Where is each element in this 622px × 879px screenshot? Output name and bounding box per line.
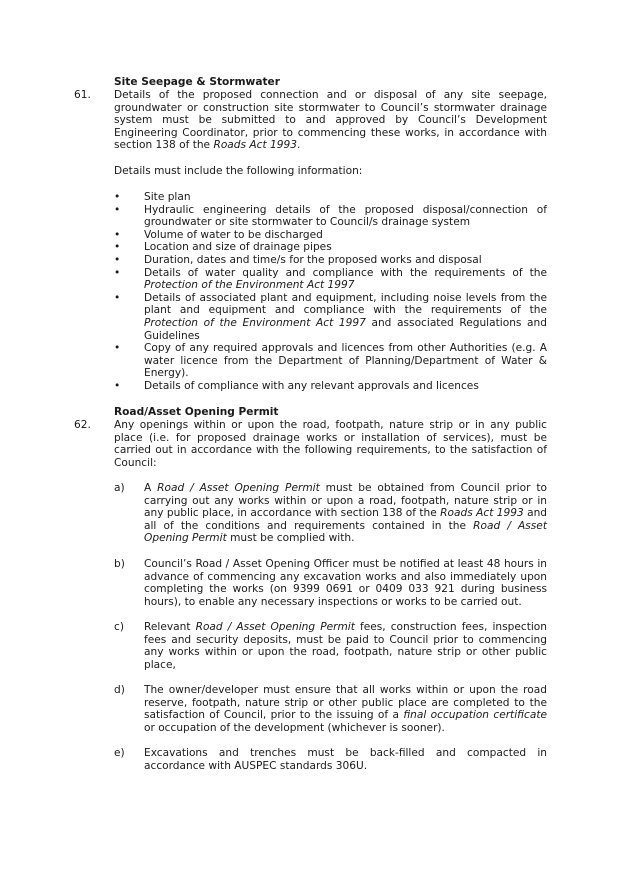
- sub-item-letter: d): [114, 684, 125, 696]
- condition-number: 62.: [74, 419, 91, 431]
- sub-item-text: The owner/developer must ensure that all works within or upon the road reserve, footpath, nature strip or other public place are completed to the satisfaction of Council, prior to the issuing of a final occupation certificate or occupation of the development (whichever is sooner).: [144, 684, 547, 734]
- bullet-icon: •: [114, 203, 121, 216]
- sub-item-e: [114, 747, 547, 772]
- requirements-list: [114, 191, 547, 393]
- sub-item-letter: e): [114, 747, 125, 759]
- list-item: • Details of associated plant and equipment, including noise levels from the plant and equipment and compliance with the requirements of the Protection of the Environment Act 1997 and associated Regulations and Guidelines: [114, 291, 547, 342]
- condition-paragraph: Details of the proposed connection and or disposal of any site seepage, groundwater or construction site stormwater to Council’s stormwater drainage system must be submitted to and approved by Council’s Development Engineering Coordinator, prior to commencing these works, in accordance with section 138 of the Roads Act 1993.: [114, 89, 547, 152]
- sub-item-text: A Road / Asset Opening Permit must be obtained from Council prior to carrying out any works within or upon a road, footpath, nature strip or in any public place, in accordance with section 138 of the Roads Act 1993 and all of the conditions and requirements contained in the Road / Asset Opening Permit must be complied with.: [144, 482, 548, 545]
- bullet-icon: •: [114, 191, 121, 203]
- list-item: • Location and size of drainage pipes: [114, 241, 332, 254]
- condition-paragraph: Any openings within or upon the road, footpath, nature strip or in any public place (i.e. for proposed drainage works or installation of services), must be carried out in accordance with the following requirements, to the satisfaction of Council:: [114, 419, 547, 469]
- sub-item-text: Relevant Road / Asset Opening Permit fees, construction fees, inspection fees and security deposits, must be paid to Council prior to commencing any works within or upon the road, footpath, nature strip or other public place,: [144, 621, 547, 671]
- list-item: • Copy of any required approvals and licences from other Authorities (e.g. A water licence from the Department of Planning/Department of Water & Energy).: [114, 342, 547, 380]
- sub-item-c: [114, 621, 547, 671]
- list-intro: Details must include the following information:: [114, 165, 363, 177]
- bullet-icon: •: [114, 266, 121, 279]
- sub-item-text: Excavations and trenches must be back-filled and compacted in accordance with AUSPEC standards 306U.: [144, 747, 547, 772]
- condition-number: 61.: [74, 89, 91, 101]
- section-heading: Site Seepage & Stormwater: [114, 76, 280, 88]
- list-item: • Duration, dates and time/s for the proposed works and disposal: [114, 253, 482, 266]
- list-item: • Details of water quality and compliance with the requirements of the Protection of the Environment Act 1997: [114, 266, 547, 292]
- bullet-icon: •: [114, 241, 121, 254]
- sub-item-a: [114, 482, 547, 545]
- bullet-icon: •: [114, 379, 121, 392]
- bullet-icon: •: [114, 228, 121, 241]
- sub-item-text: Council’s Road / Asset Opening Officer must be notified at least 48 hours in advance of commencing any excavation works and also immediately upon completing the works (on 9399 0691 or 0409 033 921 during business hours), to enable any necessary inspections or works to be carried out.: [144, 558, 547, 608]
- bullet-icon: •: [114, 342, 121, 355]
- sub-item-letter: c): [114, 621, 124, 633]
- list-item: • Details of compliance with any relevant approvals and licences: [114, 379, 479, 392]
- list-item: • Volume of water to be discharged: [114, 228, 323, 241]
- bullet-icon: •: [114, 291, 121, 304]
- bullet-icon: •: [114, 253, 121, 266]
- sub-item-b: [114, 558, 547, 608]
- sub-item-letter: a): [114, 482, 125, 494]
- list-item: • Site plan: [114, 191, 191, 203]
- sub-item-d: [114, 684, 547, 734]
- sub-item-letter: b): [114, 558, 125, 570]
- list-item: • Hydraulic engineering details of the proposed disposal/connection of groundwater or site stormwater to Council/s drainage system: [114, 203, 547, 229]
- section-heading: Road/Asset Opening Permit: [114, 406, 279, 418]
